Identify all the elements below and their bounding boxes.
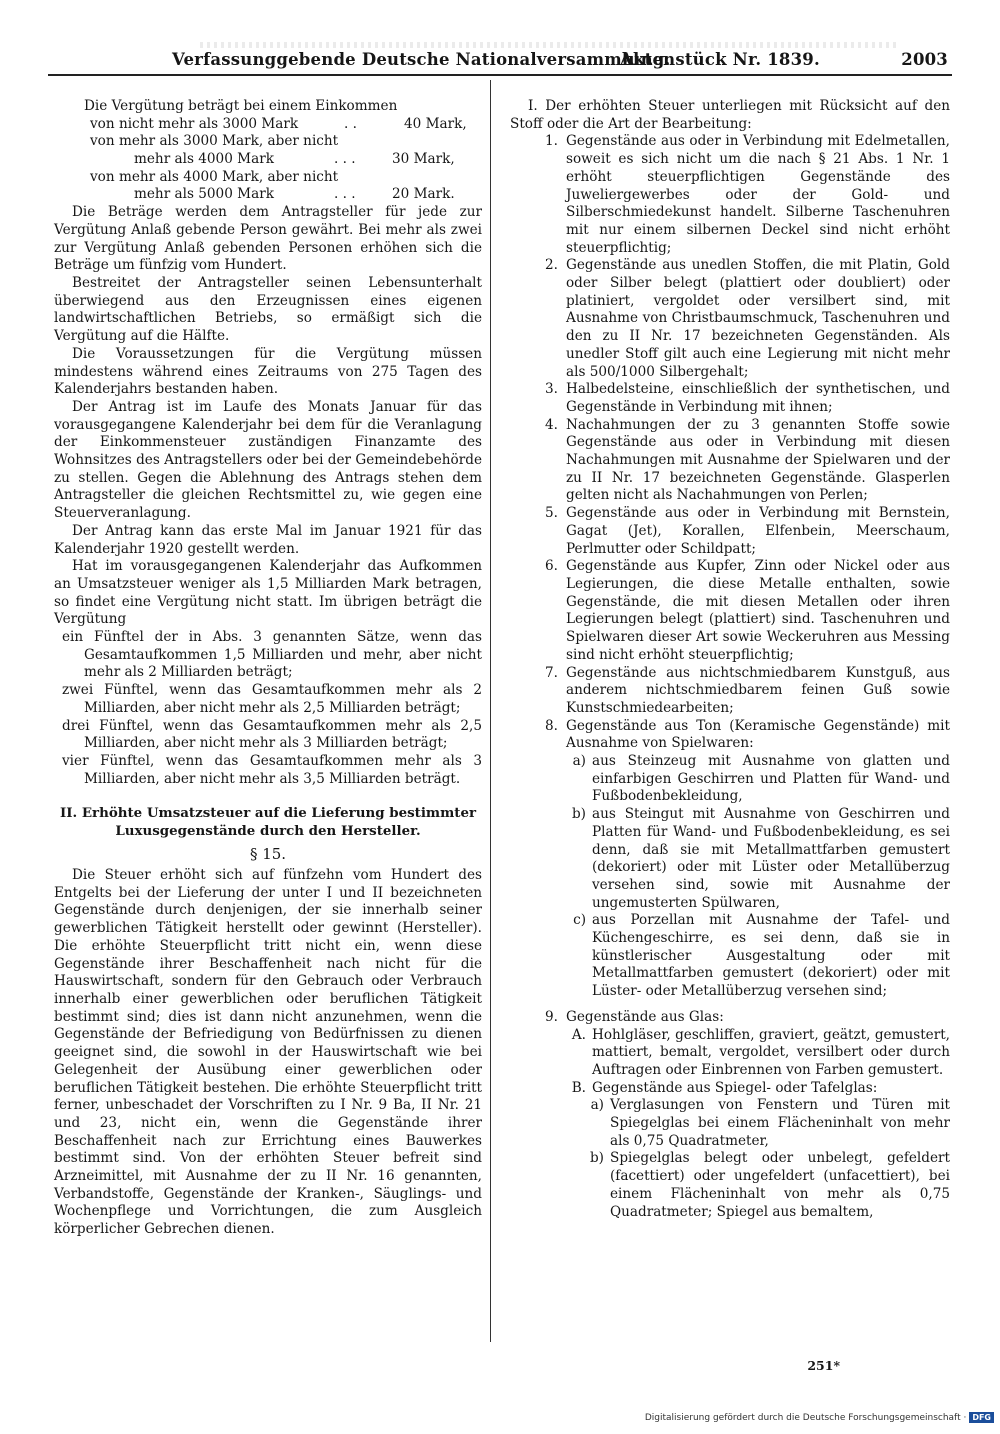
rate-dots: . .: [344, 115, 357, 132]
rate-row-3: [54, 186, 482, 204]
item-text: Nachahmungen der zu 3 genannten Stoffe sowie Gegenstände aus oder in Verbindung mit diesen Nachahmungen mit Ausnahme der Spielwaren und der zu II Nr. 17 bezeichneten Gegenstände. Glasperlen gelten nicht als Nachahmungen von Perlen;: [566, 416, 950, 504]
rate-value: 30 Mark,: [392, 151, 455, 168]
rate-value: 20 Mark.: [392, 186, 455, 203]
item-number: 1.: [545, 133, 558, 150]
sub-item: [510, 753, 950, 806]
item-text: Halbedelsteine, einschließlich der synthetischen, und Gegenstände in Verbindung mit ihnen;: [566, 381, 950, 415]
item-text: Gegenstände aus Ton (Keramische Gegenstände) mit Ausnahme von Spielwaren:: [566, 717, 950, 752]
list-item: [510, 505, 950, 558]
rate-row-2-line1: von mehr als 3000 Mark, aber nicht: [90, 133, 339, 150]
sub-item-label: b): [589, 1150, 604, 1167]
header-title: Verfassunggebende Deutsche Nationalversammlung.: [172, 50, 671, 69]
list-item: [510, 665, 950, 718]
dfg-logo: DFG: [969, 1412, 994, 1423]
item-number: 9.: [545, 1008, 558, 1025]
list-item: [510, 417, 950, 506]
sub-item-text: aus Steinzeug mit Ausnahme von glatten und einfarbigen Geschirren und Platten für Wand- und Fußbodenbekleidung,: [592, 753, 950, 805]
paragraph: Bestreitet der Antragsteller seinen Lebensunterhalt überwiegend aus den Erzeugnissen eines eigenen landwirtschaftlichen Betriebs, so ermäßigt sich die Vergütung auf die Hälfte.: [54, 274, 482, 345]
item-text: Gegenstände aus nichtschmiedbarem Kunstguß, aus anderem nichtschmiedbarem feinen Guß sowie Kunstschmiedearbeiten;: [566, 664, 950, 716]
list-item: [510, 133, 950, 257]
paragraph: Die Beträge werden dem Antragsteller für jede zur Vergütung Anlaß gebende Person gewährt. Bei mehr als zwei zur Vergütung Anlaß gebenden Personen erhöhen sich die Beträge um fünfzig vom Hundert.: [54, 204, 482, 274]
item-text: Gegenstände aus unedlen Stoffen, die mit Platin, Gold oder Silber belegt (plattiert oder doubliert) oder platiniert, vergoldet oder versilbert sind, mit Ausnahme von Christbaumschmuck, Taschenuhren und den zu II Nr. 17 bezeichneten Gegenständen. Als unedler Stoff gilt auch eine Legierung mit nicht mehr als 500/1000 Silbergehalt;: [566, 257, 950, 380]
digitization-credit: [645, 1412, 994, 1423]
paragraph: Hat im vorausgegangenen Kalenderjahr das Aufkommen an Umsatzsteuer weniger als 1,5 Milliarden Mark betragen, so findet eine Vergütung nicht statt. Im übrigen beträgt die Vergütung: [54, 558, 482, 628]
fraction-item: ein Fünftel der in Abs. 3 genannten Sätze, wenn das Gesamtaufkommen 1,5 Milliarden und mehr, aber nicht mehr als 2 Milliarden beträgt;: [62, 629, 482, 681]
item-number: 6.: [545, 558, 558, 575]
sub-item-text: aus Steingut mit Ausnahme von Geschirren und Platten für Wand- und Fußbodenbekleidung, es sei denn, daß sie mit Metallmattfarben gemustert (dekoriert) oder mit Lüster oder Metallüberzug versehen sind, sowie mit Ausnahme der ungemusterten Spülwaren,: [592, 806, 950, 911]
item-text: Gegenstände aus oder in Verbindung mit Bernstein, Gagat (Jet), Korallen, Elfenbein, Meerschaum, Perlmutter oder Schildpatt;: [566, 505, 950, 557]
sub-item-label: a): [590, 1097, 604, 1114]
sub-item-label: a): [572, 753, 586, 770]
sub-sub-item: [510, 1097, 950, 1150]
sub-item-label: c): [573, 912, 586, 929]
paragraph: Der Antrag kann das erste Mal im Januar 1921 für das Kalenderjahr 1920 gestellt werden.: [54, 522, 482, 557]
fraction-item: zwei Fünftel, wenn das Gesamtaufkommen mehr als 2 Milliarden, aber nicht mehr als 2,5 Milliarden beträgt;: [62, 682, 482, 716]
signature-mark: 251*: [807, 1358, 840, 1373]
sub-item: [510, 1080, 950, 1098]
rate-label: von nicht mehr als 3000 Mark: [90, 115, 299, 132]
list-item: [510, 381, 950, 416]
fraction-item: vier Fünftel, wenn das Gesamtaufkommen mehr als 3 Milliarden, aber nicht mehr als 3,5 Milliarden beträgt.: [62, 752, 482, 787]
rate-label: mehr als 5000 Mark: [134, 186, 274, 203]
item-number: 5.: [545, 505, 558, 522]
paragraph: Die Steuer erhöht sich auf fünfzehn vom Hundert des Entgelts bei der Lieferung der unter I und II bezeichneten Gegenstände durch denjenigen, der sie innerhalb seiner gewerblichen Tätigkeit herstellt oder gewinnt (Hersteller). Die erhöhte Steuerpflicht tritt nicht ein, wenn diese Gegenstände ihrer Beschaffenheit nach nicht für die Hauswirtschaft, sondern für den Gebrauch oder Verbrauch innerhalb einer gewerblichen oder beruflichen Tätigkeit bestimmt sind; dies ist dann nicht anzunehmen, wenn die Gegenstände der Befriedigung von Bedürfnissen zu dienen geeignet sind, die sowohl in der Hauswirtschaft wie bei Gelegenheit der Ausübung einer gewerblichen oder beruflichen Tätigkeit bestehen. Die erhöhte Steuerpflicht tritt ferner, unbeschadet der Vorschriften zu I Nr. 9 Ba, II Nr. 21 und 23, nicht ein, wenn die Gegenstände ihrer Beschaffenheit nach zur Errichtung eines Bauwerkes bestimmt sind. Von der erhöhten Steuer befreit sind Arzneimittel, mit Ausnahme der zu II Nr. 16 genannten, Verbandstoffe, Gegenstände der Kranken-, Säuglings- und Wochenpflege und Vorrichtungen, die zum Ausgleich körperlicher Gebrechen dienen.: [54, 867, 482, 1238]
paragraph-mark: § 15.: [249, 845, 287, 864]
paragraph: Die Voraussetzungen für die Vergütung müssen mindestens während eines Zeitraums von 275 Tagen des Kalenderjahrs bestanden haben.: [54, 345, 482, 398]
item-number: 2.: [545, 257, 558, 274]
column-divider: [490, 80, 491, 1342]
sub-item: [510, 912, 950, 1001]
rate-value: 40 Mark,: [404, 115, 467, 132]
sub-item-text: Gegenstände aus Spiegel- oder Tafelglas:: [592, 1079, 878, 1096]
sub-item-text: aus Porzellan mit Ausnahme der Tafel- und Küchengeschirre, es sei denn, daß sie in künstlerischer Ausgestaltung oder mit Metallmattfarben gemustert (dekoriert) oder mit Lüster- oder Metallüberzug versehen sind;: [592, 912, 950, 1000]
sub-item-label: A.: [571, 1026, 586, 1043]
page-number: 2003: [901, 50, 948, 69]
rate-row-2: [54, 151, 482, 169]
item-number: 4.: [545, 416, 558, 433]
fraction-item: drei Fünftel, wenn das Gesamtaufkommen mehr als 2,5 Milliarden, aber nicht mehr als 3 Milliarden beträgt;: [62, 717, 482, 752]
rates-intro: Die Vergütung beträgt bei einem Einkommen: [84, 98, 398, 114]
item-number: 8.: [545, 717, 558, 734]
header-rule: [48, 74, 952, 76]
running-header: [160, 48, 948, 76]
list-item: [510, 257, 950, 381]
sub-item-text: Hohlgläser, geschliffen, graviert, geätzt, gemustert, mattiert, bemalt, vergoldet, versilbert oder durch Auftragen oder Einbrennen von Farben gemustert.: [592, 1026, 950, 1078]
item-text: Gegenstände aus Glas:: [566, 1008, 724, 1025]
sub-item: [510, 806, 950, 912]
spacer: [510, 1001, 950, 1009]
section-heading: II. Erhöhte Umsatzsteuer auf die Lieferung bestimmter Luxusgegenstände durch den Hersteller.: [59, 805, 477, 840]
sub-item-text: Verglasungen von Fenstern und Türen mit Spiegelglas bei einem Flächeninhalt von mehr als 0,75 Quadratmeter,: [610, 1097, 950, 1149]
item-number: 3.: [545, 381, 558, 398]
sub-item-text: Spiegelglas belegt oder unbelegt, gefeldert (facettiert) oder ungefeldert (unfacettiert), bei einem Flächeninhalt von mehr als 0,75 Quadratmeter; Spiegel aus bemaltem,: [610, 1150, 950, 1220]
rate-dots: . . .: [334, 186, 356, 203]
sub-item-label: B.: [571, 1079, 586, 1096]
left-column: [54, 98, 482, 1239]
item-text: Gegenstände aus oder in Verbindung mit Edelmetallen, soweit es sich nicht um die nach § 21 Abs. 1 Nr. 1 erhöht steuerpflichtigen Gegenstände des Juweliergewerbes oder der Gold- und Silberschmiedekunst handelt. Silberne Taschenuhren mit nur einem silbernen Deckel sind nicht erhöht steuerpflichtig;: [566, 133, 950, 256]
list-item: [510, 558, 950, 664]
sub-item: [510, 1027, 950, 1080]
credit-text: Digitalisierung gefördert durch die Deutsche Forschungsgemeinschaft ·: [644, 1412, 967, 1423]
item-text: Gegenstände aus Kupfer, Zinn oder Nickel oder aus Legierungen, die diese Metalle enthalten, sowie Gegenstände, die mit diesen Metallen oder ihren Legierungen belegt (plattiert) sind. Taschenuhren und Spielwaren dieser Art sowie Weckeruhren aus Messing sind nicht erhöht steuerpflichtig;: [566, 558, 950, 663]
list-item: [510, 718, 950, 753]
list-item: [510, 1009, 950, 1027]
paragraph: Der Antrag ist im Laufe des Monats Januar für das vorausgegangene Kalenderjahr bei dem für die Veranlagung der Einkommensteuer zuständigen Finanzamte des Wohnsitzes des Antragstellers oder bei der Gemeindebehörde zu stellen. Gegen die Ablehnung des Antrags stehen dem Antragsteller die gleichen Rechtsmittel zu, wie gegen eine Steuerveranlagung.: [54, 398, 482, 522]
rate-row-1: [54, 116, 482, 134]
right-column: [510, 98, 950, 1221]
item-number: 7.: [545, 664, 558, 681]
rate-label: mehr als 4000 Mark: [134, 151, 274, 168]
sub-sub-item: [510, 1150, 950, 1221]
header-document-number: Aktenstück Nr. 1839.: [620, 50, 820, 69]
intro-paragraph: I. Der erhöhten Steuer unterliegen mit Rücksicht auf den Stoff oder die Art der Bearbeitung:: [510, 98, 950, 132]
sub-item-label: b): [571, 806, 586, 823]
rate-row-3-line1: von mehr als 4000 Mark, aber nicht: [90, 168, 339, 185]
rate-dots: . . .: [334, 151, 356, 168]
